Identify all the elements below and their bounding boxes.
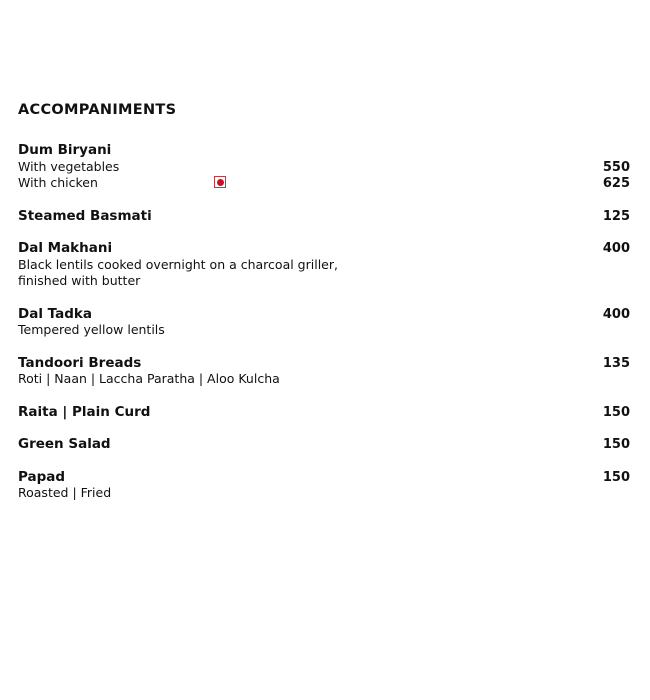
- menu-item-steamed-basmati: [18, 208, 630, 225]
- item-name: Dal Tadka: [18, 305, 92, 322]
- menu-item-tandoori-breads: [18, 355, 630, 388]
- item-name: Tandoori Breads: [18, 354, 142, 371]
- menu-item-dal-makhani: [18, 240, 630, 290]
- item-price: 150: [602, 437, 630, 452]
- menu-item-green-salad: [18, 436, 630, 453]
- item-description: Black lentils cooked overnight on a charcoal griller,: [18, 256, 338, 272]
- item-name: Green Salad: [18, 436, 111, 452]
- menu-item-papad: [18, 469, 630, 502]
- item-name: Dum Biryani: [18, 142, 112, 158]
- menu-item-dum-biryani: [18, 142, 630, 192]
- item-price: 400: [602, 306, 630, 322]
- item-description: Roasted | Fried: [18, 485, 112, 500]
- menu-section: [18, 101, 630, 518]
- item-price: 550: [602, 159, 630, 175]
- item-price: 150: [602, 469, 630, 485]
- item-name: Dal Makhani: [18, 240, 113, 256]
- item-variant-label: With chicken: [18, 175, 98, 190]
- item-description: Tempered yellow lentils: [18, 322, 165, 337]
- item-name: Raita | Plain Curd: [18, 403, 151, 420]
- item-price: 135: [602, 355, 630, 371]
- menu-item-raita: [18, 404, 630, 421]
- item-description: finished with butter: [18, 273, 141, 288]
- item-name: Papad: [18, 468, 66, 485]
- non-veg-mark-icon: [214, 176, 226, 188]
- item-description: Roti | Naan | Laccha Paratha | Aloo Kulcha: [18, 371, 280, 386]
- item-name: Steamed Basmati: [18, 207, 152, 224]
- item-price: 625: [602, 176, 630, 191]
- item-price: 400: [602, 241, 630, 256]
- item-price: 150: [602, 404, 630, 420]
- item-variant-label: With vegetables: [18, 158, 120, 174]
- section-title: ACCOMPANIMENTS: [18, 102, 177, 118]
- item-price: 125: [602, 208, 630, 224]
- menu-item-dal-tadka: [18, 306, 630, 339]
